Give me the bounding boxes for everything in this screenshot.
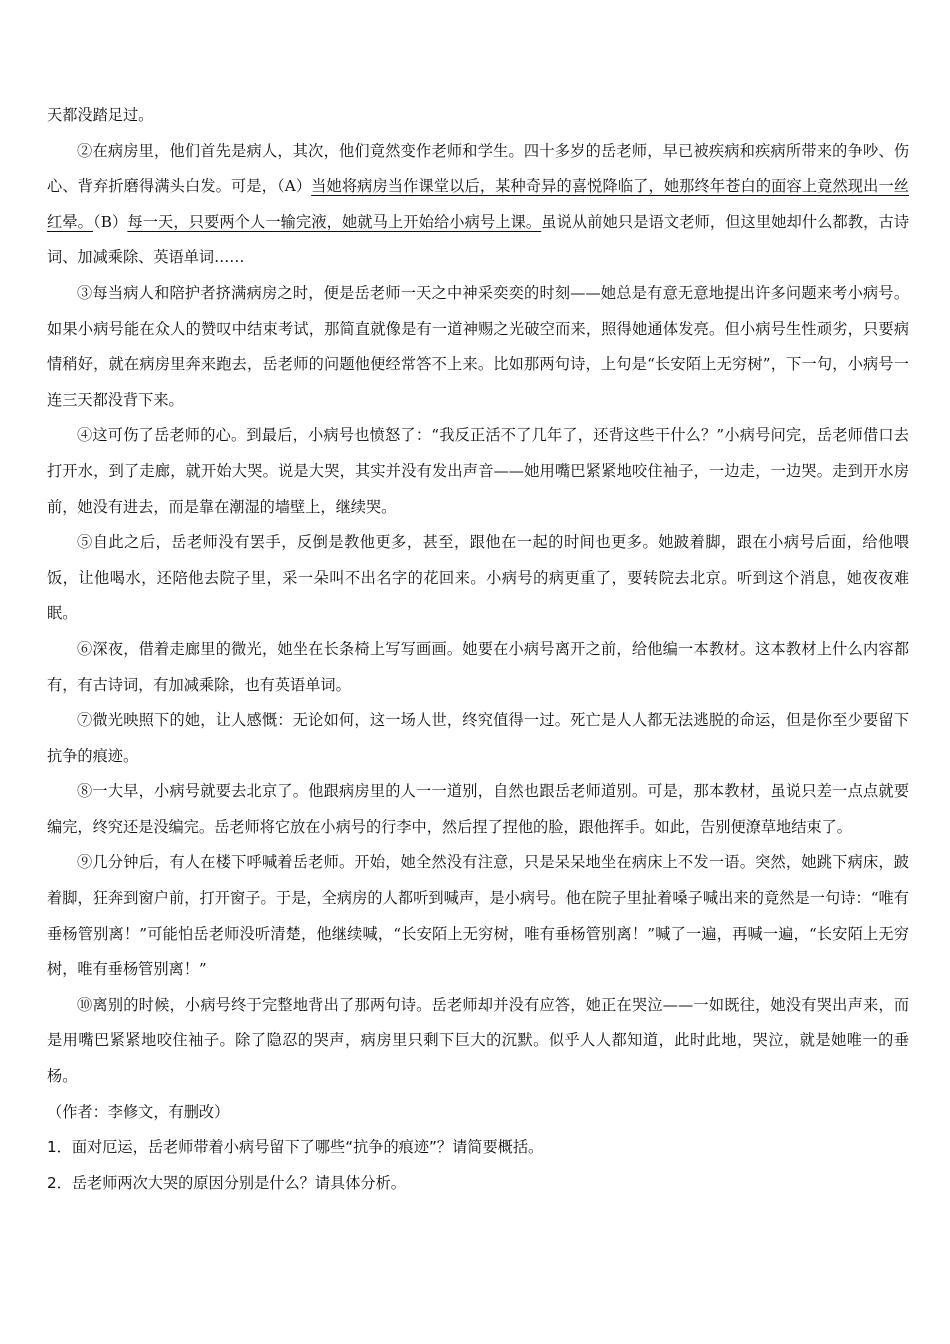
paragraph-3: ③每当病人和陪护者挤满病房之时，便是岳老师一天之中神采奕奕的时刻——她总是有意无意地提出许多问题来考小病号。如果小病号能在众人的赞叹中结束考试，那简直就像是有一道神赐之光破空而来，照得她通体发亮。但小病号生性顽劣，只要病情稍好，就在病房里奔来跑去，岳老师的问题他便经常答不上来。比如那两句诗，上句是“长安陌上无穷树”，下一句，小病号一连三天都没背下来。 <box>47 283 909 409</box>
document-page <box>47 98 909 1201</box>
underlined-sentence-a: 当她将病房当作课堂以后，某种奇异的喜悦降临了，她那终年苍白的面容上竟然现出一丝红晕。 <box>47 177 909 231</box>
paragraph-6: ⑥深夜，借着走廊里的微光，她坐在长条椅上写写画画。她要在小病号离开之前，给他编一本教材。这本教材上什么内容都有，有古诗词，有加减乘除，也有英语单词。 <box>47 639 909 694</box>
paragraph-4: ④这可伤了岳老师的心。到最后，小病号也愤怒了：“我反正活不了几年了，还背这些干什么？”小病号问完，岳老师借口去打开水，到了走廊，就开始大哭。说是大哭，其实并没有发出声音——她用嘴巴紧紧地咬住袖子，一边走，一边哭。走到开水房前，她没有进去，而是靠在潮湿的墙壁上，继续哭。 <box>47 426 909 516</box>
paragraph-continuation: 天都没踏足过。 <box>47 106 154 124</box>
author-note: （作者：李修文，有删改） <box>47 1102 230 1121</box>
paragraph-2-part-b: （B） <box>93 212 128 231</box>
paragraph-2-part-a: ②在病房里，他们首先是病人，其次，他们竟然变作老师和学生。四十多岁的岳老师，早已被疾病和疾病所带来的争吵、伤心、背弃折磨得满头白发。可是，（A） <box>47 141 909 196</box>
paragraph-10: ⑩离别的时候，小病号终于完整地背出了那两句诗。岳老师却并没有应答，她正在哭泣——一如既往，她没有哭出声来，而是用嘴巴紧紧地咬住袖子。除了隐忍的哭声，病房里只剩下巨大的沉默。似乎人人都知道，此时此地，哭泣，就是她唯一的垂杨。 <box>47 995 909 1086</box>
question-2: 2．岳老师两次大哭的原因分别是什么？请具体分析。 <box>47 1173 406 1192</box>
paragraph-2-part-c: 虽说从前她只是语文老师，但这里她却什么都教，古诗词、加减乘除、英语单词…… <box>47 212 910 267</box>
paragraph-7: ⑦微光映照下的她，让人感慨：无论如何，这一场人世，终究值得一过。死亡是人人都无法逃脱的命运，但是你至少要留下抗争的痕迹。 <box>47 711 909 765</box>
paragraph-9: ⑨几分钟后，有人在楼下呼喊着岳老师。开始，她全然没有注意，只是呆呆地坐在病床上不发一语。突然，她跳下病床，跛着脚，狂奔到窗户前，打开窗子。于是，全病房的人都听到喊声，是小病号。他在院子里扯着嗓子喊出来的竟然是一句诗：“唯有垂杨管别离！”可能怕岳老师没听清楚，他继续喊，“长安陌上无穷树，唯有垂杨管别离！”喊了一遍，再喊一遍，“长安陌上无穷树，唯有垂杨管别离！” <box>47 853 909 979</box>
paragraph-5: ⑤自此之后，岳老师没有罢手，反倒是教他更多，甚至，跟他在一起的时间也更多。她跛着脚，跟在小病号后面，给他喂饭，让他喝水，还陪他去院子里，采一朵叫不出名字的花回来。小病号的病更重了，要转院去北京。听到这个消息，她夜夜难眠。 <box>47 533 909 623</box>
question-1: 1．面对厄运，岳老师带着小病号留下了哪些“抗争的痕迹”？请简要概括。 <box>47 1138 544 1157</box>
paragraph-2 <box>47 134 909 276</box>
underlined-sentence-b: 每一天，只要两个人一输完液，她就马上开始给小病号上课。 <box>127 212 542 231</box>
paragraph-8: ⑧一大早，小病号就要去北京了。他跟病房里的人一一道别，自然也跟岳老师道别。可是，那本教材，虽说只差一点点就要编完，终究还是没编完。岳老师将它放在小病号的行李中，然后捏了捏他的脸，跟他挥手。如此，告别便潦草地结束了。 <box>47 782 909 836</box>
